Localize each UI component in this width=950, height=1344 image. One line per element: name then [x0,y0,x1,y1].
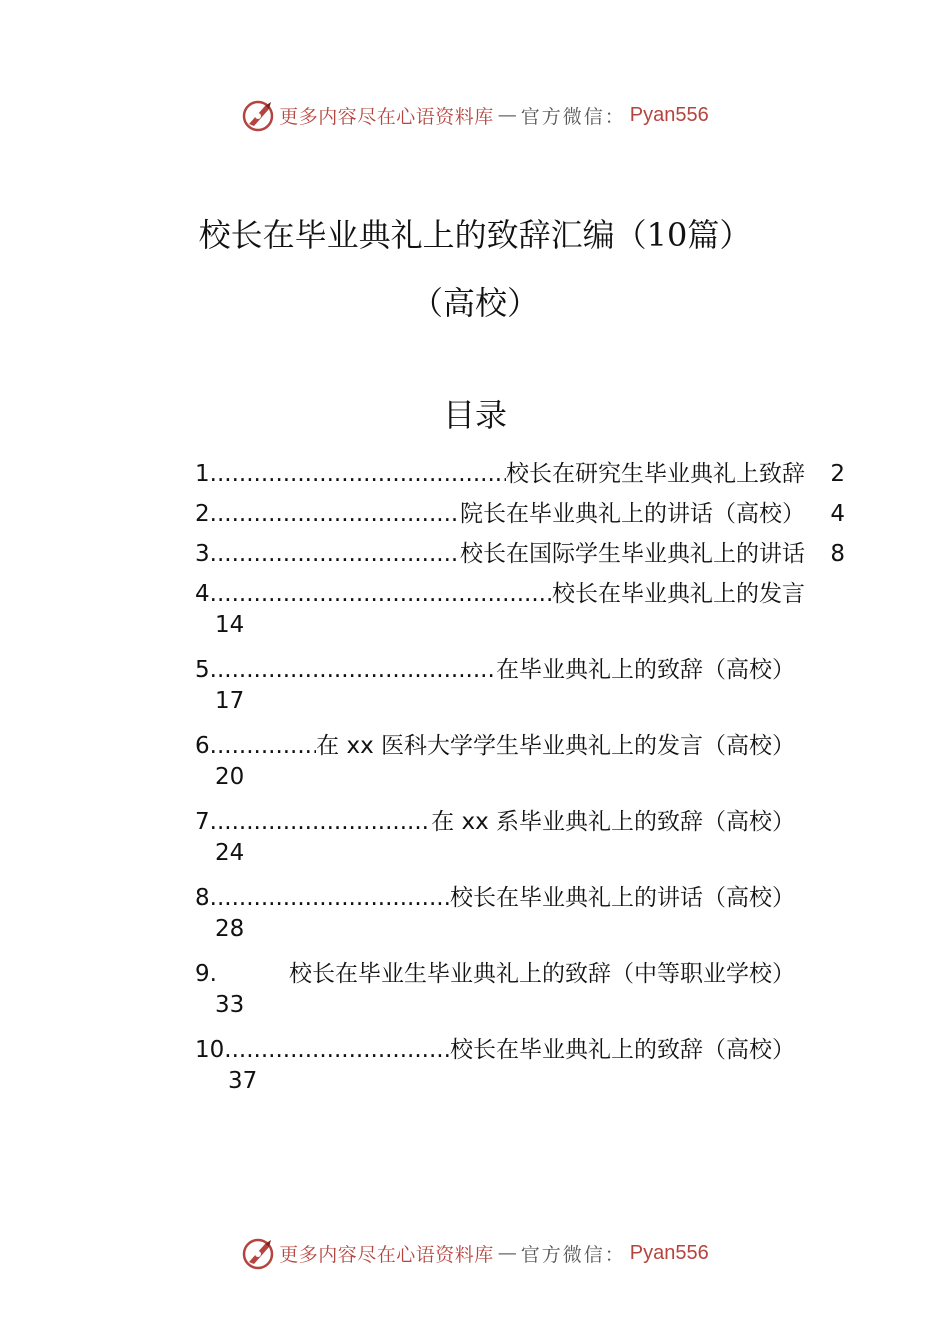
toc-entry[interactable] [195,728,845,796]
toc-leader-dots [210,536,460,572]
banner-separator: — [497,1242,517,1264]
document-subtitle: （高校） [410,284,539,322]
toc-entry[interactable] [195,456,845,492]
banner-brand-text: 更多内容尽在心语资料库 [279,1243,494,1266]
toc-leader-dots [210,576,552,612]
toc-entry-title: 校长在毕业典礼上的致辞（高校） [450,1037,795,1063]
banner-wechat-label: 官方微信： [520,105,626,128]
banner-wechat-id: Pyan556 [629,103,709,126]
toc-entry[interactable] [195,804,845,872]
toc-entry-number: 3 [195,541,210,567]
toc-entry[interactable] [195,956,845,1024]
toc-entry-title: 校长在毕业典礼上的讲话（高校） [450,885,795,911]
toc-entry-page: 8 [830,541,845,567]
toc-leader-dots [224,1032,450,1068]
toc-entry-title: 校长在研究生毕业典礼上致辞 [506,461,805,487]
toc-entry[interactable] [195,880,845,948]
banner-brand-text: 更多内容尽在心语资料库 [279,105,494,128]
toc-entry-title: 校长在毕业典礼上的发言 [552,581,805,607]
toc-leader-dots [210,804,432,840]
pen-logo-icon [241,98,275,132]
toc-leader-dots [210,652,496,688]
toc-entry-title: 校长在毕业生毕业典礼上的致辞（中等职业学校） [289,961,795,987]
toc-entry-page: 4 [830,501,845,527]
toc-heading: 目录 [442,396,507,434]
toc-leader-dots [210,728,317,764]
toc-entry-number: 9. [195,961,217,987]
document-title: 校长在毕业典礼上的致辞汇编（10篇） [198,216,752,254]
toc-entry-page: 20 [215,764,245,790]
toc-entry-number: 10 [195,1037,225,1063]
toc-leader-dots [210,880,450,916]
toc-entry-page: 2 [830,461,845,487]
toc-entry[interactable] [195,536,845,572]
toc-entry-title: 在 xx 系毕业典礼上的致辞（高校） [431,809,795,835]
toc-entry-number: 7 [195,809,210,835]
toc-entry-number: 1 [195,461,210,487]
footer-banner [0,1233,950,1273]
banner-wechat-label: 官方微信： [520,1243,626,1266]
toc-entry-page: 28 [215,916,245,942]
toc-entry-page: 33 [215,992,245,1018]
toc-entry-title: 校长在国际学生毕业典礼上的讲话 [460,541,805,567]
toc-entry[interactable] [195,576,845,644]
toc-entry-title: 在 xx 医科大学学生毕业典礼上的发言（高校） [316,733,795,759]
toc-leader-dots [210,456,506,492]
toc-entry-number: 6 [195,733,210,759]
header-banner [0,95,950,135]
toc-leader-dots [210,496,460,532]
toc-entry-page: 24 [215,840,245,866]
toc-entry-title: 在毕业典礼上的致辞（高校） [496,657,795,683]
table-of-contents [195,456,845,1108]
banner-content [241,98,709,132]
toc-entry-number: 5 [195,657,210,683]
toc-entry-page: 17 [215,688,245,714]
toc-entry-number: 8 [195,885,210,911]
toc-entry-number: 2 [195,501,210,527]
banner-separator: — [497,104,517,126]
toc-entry-number: 4 [195,581,210,607]
toc-entry-page: 37 [228,1068,258,1094]
banner-wechat-id: Pyan556 [629,1241,709,1264]
toc-entry[interactable] [195,496,845,532]
toc-entry[interactable] [195,1032,845,1100]
toc-entry[interactable] [195,652,845,720]
toc-entry-page: 14 [215,612,245,638]
banner-content [241,1236,709,1270]
pen-logo-icon [241,1236,275,1270]
toc-entry-title: 院长在毕业典礼上的讲话（高校） [460,501,805,527]
